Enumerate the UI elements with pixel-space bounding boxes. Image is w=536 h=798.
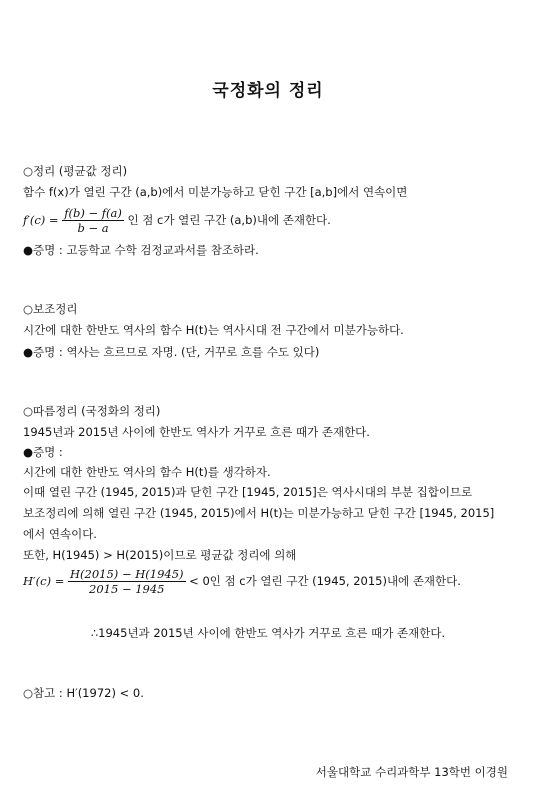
theorem-statement-line1: 함수 f(x)가 열린 구간 (a,b)에서 미분가능하고 닫힌 구간 [a,b]에서 연속이면 <box>23 185 408 199</box>
corollary-proof-line5: 또한, H(1945) > H(2015)이므로 평균값 정리에 의해 <box>23 548 297 562</box>
lemma-heading: ○보조정리 <box>23 302 78 316</box>
theorem-formula-line <box>23 204 331 236</box>
corollary-fraction <box>68 567 185 596</box>
corollary-fraction-denominator: 2015 − 1945 <box>89 582 165 596</box>
lemma-statement: 시간에 대한 한반도 역사의 함수 H(t)는 역사시대 전 구간에서 미분가능하다. <box>23 323 404 337</box>
lemma-proof: ●증명 : 역사는 흐르므로 자명. (단, 거꾸로 흐를 수도 있다) <box>23 345 320 359</box>
corollary-conclusion: ∴1945년과 2015년 사이에 한반도 역사가 거꾸로 흐른 때가 존재한다. <box>90 626 446 640</box>
corollary-proof-line4: 에서 연속이다. <box>23 527 97 541</box>
corollary-formula-tail: < 0인 점 c가 열린 구간 (1945, 2015)내에 존재한다. <box>189 574 461 588</box>
theorem-fraction <box>62 206 124 235</box>
corollary-proof-line2: 이때 열린 구간 (1945, 2015)과 닫힌 구간 [1945, 2015]은 역사시대의 부분 집합이므로 <box>23 485 473 499</box>
theorem-fraction-denominator: b − a <box>77 221 109 235</box>
note: ○참고 : H′(1972) < 0. <box>23 686 144 700</box>
author-signature: 서울대학교 수리과학부 13학번 이경원 <box>315 765 508 779</box>
corollary-formula-lhs: H′(c) = <box>23 574 65 588</box>
theorem-proof: ●증명 : 고등학교 수학 검정교과서를 참조하라. <box>23 243 259 257</box>
theorem-fraction-numerator: f(b) − f(a) <box>64 206 122 220</box>
document-title: 국정화의 정리 <box>212 81 324 101</box>
theorem-statement-line2: 인 점 c가 열린 구간 (a,b)내에 존재한다. <box>127 213 331 227</box>
corollary-formula-line <box>23 565 461 597</box>
corollary-proof-line3: 보조정리에 의해 열린 구간 (1945, 2015)에서 H(t)는 미분가능하고 닫힌 구간 [1945, 2015] <box>23 506 495 520</box>
corollary-fraction-numerator: H(2015) − H(1945) <box>70 567 184 581</box>
corollary-statement: 1945년과 2015년 사이에 한반도 역사가 거꾸로 흐른 때가 존재한다. <box>23 425 370 439</box>
theorem-formula-lhs: f′(c) = <box>23 213 59 227</box>
corollary-proof-line1: 시간에 대한 한반도 역사의 함수 H(t)를 생각하자. <box>23 465 271 479</box>
corollary-heading: ○따름정리 (국정화의 정리) <box>23 404 161 418</box>
corollary-proof-label: ●증명 : <box>23 445 63 459</box>
theorem-heading: ○정리 (평균값 정리) <box>23 164 128 178</box>
